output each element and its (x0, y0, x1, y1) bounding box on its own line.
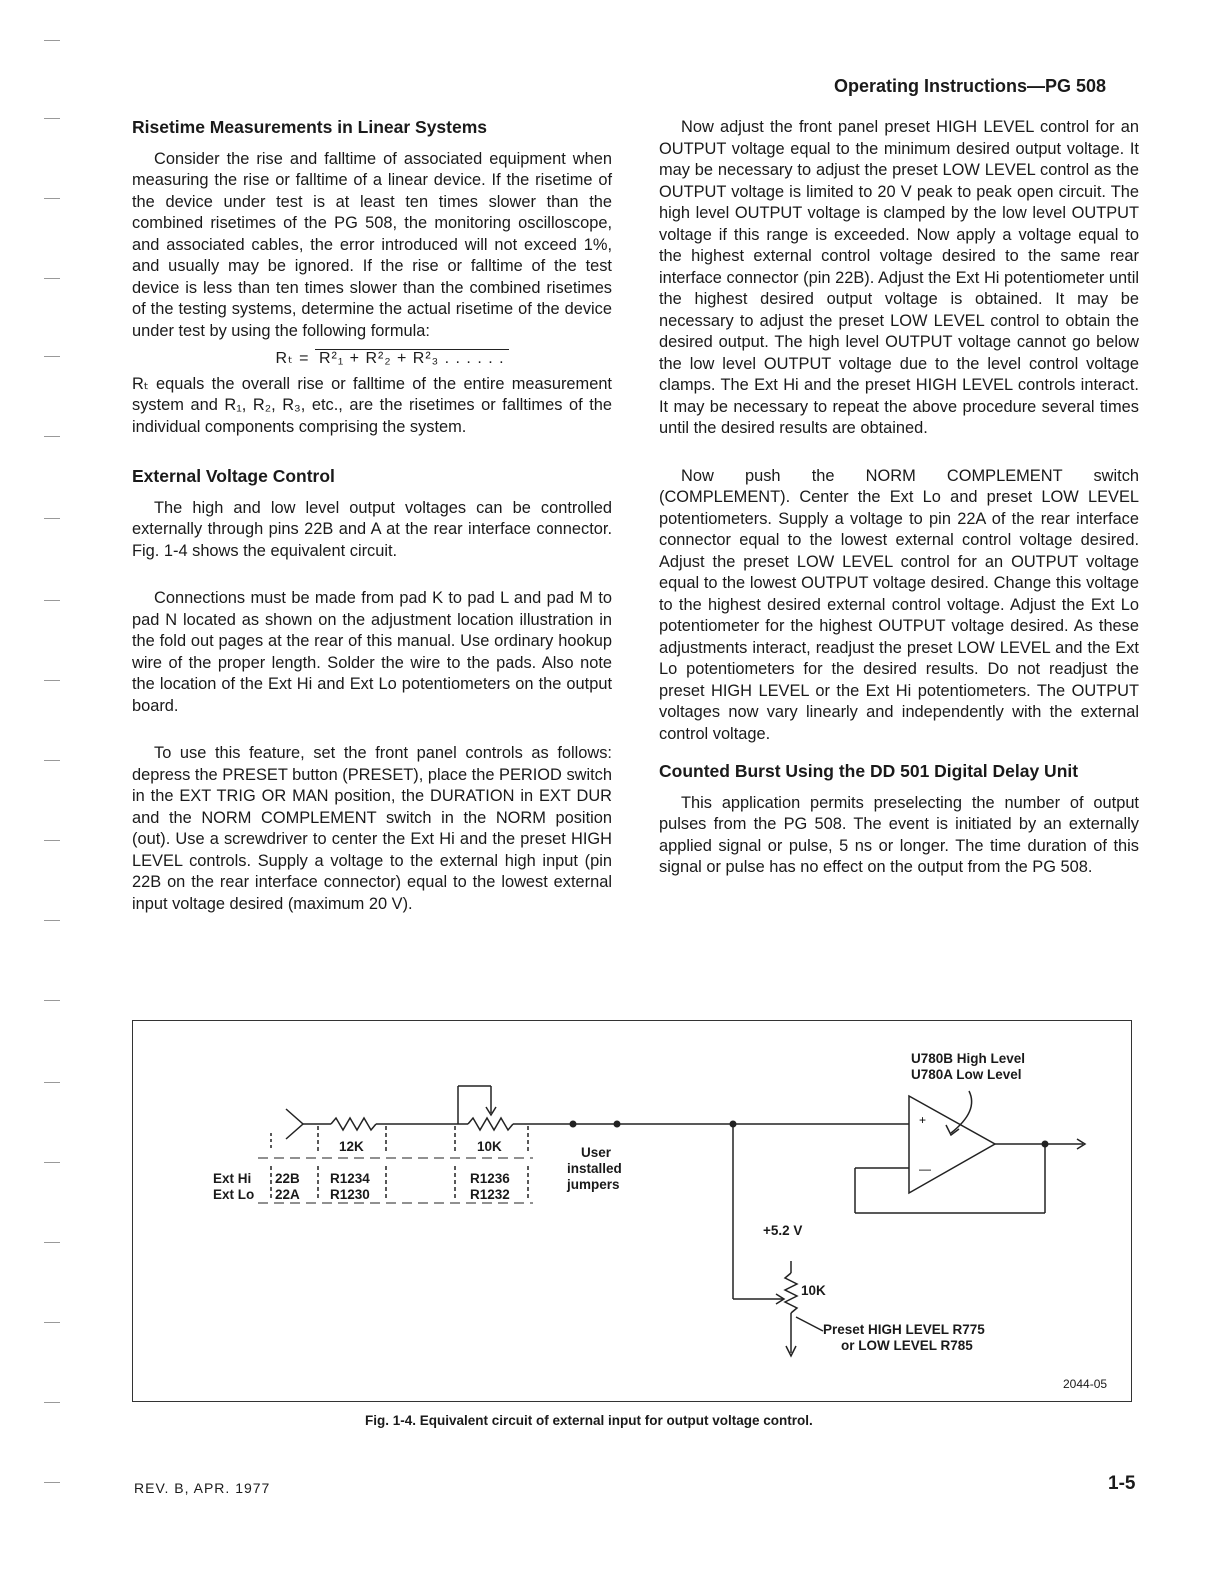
running-header: Operating Instructions—PG 508 (834, 76, 1107, 96)
resistor-12k-label: 12K (339, 1139, 364, 1154)
paragraph: Connections must be made from pad K to pad L and pad M to pad N located as shown on the adjustment location illustration in the fold out pages at the rear of this manual. Use ordinary hookup wire of the proper length. Solder the wire to the pads. Also note the location of the Ext Hi and Ext Lo potentiometers on the output board. (132, 589, 612, 715)
jumper-dot (614, 1121, 621, 1128)
paragraph: This application permits preselecting the number of output pulses from the PG 508. The event is initiated by an externally applied signal or pulse, 5 ns or longer. The time duration of this signal or pulse has no effect on the output from the PG 508. (659, 793, 1139, 876)
pot-value-label: 10K (801, 1283, 826, 1298)
paragraph: To use this feature, set the front panel controls as follows: depress the PRESET button (PRESET), place the PERIOD switch in the EXT TRIG OR MAN position, the DURATION in EXT DUR and the NORM COMPLEMENT switch in the NORM position (out). Use a screwdriver to center the Ext Hi and the preset HIGH LEVEL controls. Supply a voltage to the external high input (pin 22B on the rear interface connector) equal to the lowest external input voltage desired (maximum 20 V). (132, 744, 612, 913)
r1230-label: R1230 (330, 1187, 370, 1202)
left-column (132, 117, 612, 915)
op-amp (909, 1096, 995, 1193)
margin-mark (44, 1402, 60, 1403)
r1234-label: R1234 (330, 1171, 370, 1186)
paragraph: Now push the NORM COMPLEMENT switch (COMPLEMENT). Center the Ext Lo and preset LOW LEVEL potentiometers. Supply a voltage to pin 22A of the rear interface connector equal to the lowest external control voltage desired. Adjust the preset LOW LEVEL control for an OUTPUT voltage equal to the lowest OUTPUT voltage desired. Change this voltage to the highest desired external control voltage. Adjust the Ext Lo potentiometer for the highest OUTPUT voltage desired. As these adjustments interact, readjust the preset LOW LEVEL and the Ext Lo potentiometers for the desired results. Do not readjust the preset HIGH LEVEL or the Ext Hi potentiometers. The OUTPUT voltages now vary linearly and independently with the external control voltage. (659, 466, 1139, 743)
r1236-label: R1236 (470, 1171, 510, 1186)
jumper-dot (570, 1121, 577, 1128)
margin-mark (44, 356, 60, 357)
jumper-label: User (581, 1145, 612, 1160)
paragraph: Rₜ equals the overall rise or falltime of the entire measurement system and R₁, R₂, R₃, etc., are the risetimes or falltimes of the individual components comprising the system. (132, 374, 612, 436)
margin-mark (44, 1242, 60, 1243)
jumper-label: jumpers (567, 1177, 620, 1192)
ext-hi-label: Ext Hi (213, 1171, 252, 1186)
leader-line (796, 1317, 823, 1331)
margin-mark (44, 278, 60, 279)
preset-label: or LOW LEVEL R785 (841, 1338, 973, 1353)
resistor-10k (468, 1118, 513, 1130)
margin-mark (44, 1482, 60, 1483)
resistor-10k-label: 10K (477, 1139, 502, 1154)
margin-mark (44, 1082, 60, 1083)
page-number: 1-5 (1108, 1473, 1136, 1494)
figure-id: 2044-05 (1063, 1377, 1108, 1391)
risetime-formula (172, 348, 612, 370)
margin-mark (44, 840, 60, 841)
ext-lo-label: Ext Lo (213, 1187, 255, 1202)
heading-counted-burst: Counted Burst Using the DD 501 Digital Delay Unit (659, 761, 1079, 781)
margin-mark (44, 680, 60, 681)
junction-dot (730, 1121, 737, 1128)
heading-risetime: Risetime Measurements in Linear Systems (132, 117, 488, 137)
clamp-arrow (946, 1125, 959, 1135)
amp-label-low: U780A Low Level (911, 1067, 1022, 1082)
paragraph: Now adjust the front panel preset HIGH LEVEL control for an OUTPUT voltage equal to the minimum desired output voltage. It may be necessary to adjust the preset LOW LEVEL control as the OUTPUT voltage is limited to 20 V peak to peak open circuit. The high level OUTPUT voltage is clamped by the low level OUTPUT voltage if this range is exceeded. Now apply a voltage equal to the highest external control voltage desired to the same rear interface connector (pin 22B). Adjust the Ext Hi potentiometer until the highest desired output voltage is obtained. It may be necessary to adjust the preset LOW LEVEL control to obtain the desired output. The high level OUTPUT voltage cannot go below the low level OUTPUT voltage due to the level control voltage clamps. The Ext Hi and the preset HIGH LEVEL controls interact. It may be necessary to repeat the above procedure several times until the desired results are obtained. (659, 118, 1139, 437)
clamp-arrow (951, 1091, 972, 1133)
right-column (659, 117, 1139, 879)
pin-hi-label: 22B (275, 1171, 300, 1186)
margin-mark (44, 1000, 60, 1001)
amp-label-high: U780B High Level (911, 1051, 1026, 1066)
heading-external-voltage: External Voltage Control (132, 466, 335, 486)
revision-note: REV. B, APR. 1977 (134, 1480, 271, 1496)
plus-sign: + (919, 1113, 927, 1127)
input-arrow (286, 1109, 303, 1139)
paragraph: Consider the rise and falltime of associated equipment when measuring the rise or falltime of a linear device. If the risetime of the device under test is at least ten times slower than the combined risetimes of the PG 508, the monitoring oscilloscope, and associated cables, the error introduced will not exceed 1%, and usually may be ignored. If the rise or falltime of the test device is less than ten times slower than the combined risetimes of the testing systems, determine the actual risetime of the device under test by using the following formula: (132, 149, 612, 340)
potentiometer-10k (785, 1273, 797, 1313)
formula-radical: R²₁ + R²₂ + R²₃ . . . . . . (315, 349, 509, 367)
margin-mark (44, 518, 60, 519)
margin-mark (44, 436, 60, 437)
margin-mark (44, 600, 60, 601)
figure-caption: Fig. 1-4. Equivalent circuit of external input for output voltage control. (365, 1413, 813, 1428)
formula-lhs: Rₜ = (275, 350, 310, 367)
circuit-diagram (132, 1020, 1132, 1402)
r1232-label: R1232 (470, 1187, 510, 1202)
jumper-label: installed (567, 1161, 622, 1176)
margin-mark (44, 1322, 60, 1323)
margin-mark (44, 1162, 60, 1163)
paragraph: The high and low level output voltages can be controlled externally through pins 22B and A at the rear interface connector. Fig. 1-4 shows the equivalent circuit. (132, 498, 612, 560)
minus-sign: — (919, 1162, 931, 1176)
resistor-12k (331, 1118, 376, 1130)
margin-mark (44, 118, 60, 119)
pin-lo-label: 22A (275, 1187, 300, 1202)
preset-label: Preset HIGH LEVEL R775 (823, 1322, 985, 1337)
supply-label: +5.2 V (763, 1223, 803, 1238)
margin-mark (44, 760, 60, 761)
margin-mark (44, 920, 60, 921)
junction-dot (1042, 1141, 1049, 1148)
margin-mark (44, 40, 60, 41)
margin-mark (44, 198, 60, 199)
